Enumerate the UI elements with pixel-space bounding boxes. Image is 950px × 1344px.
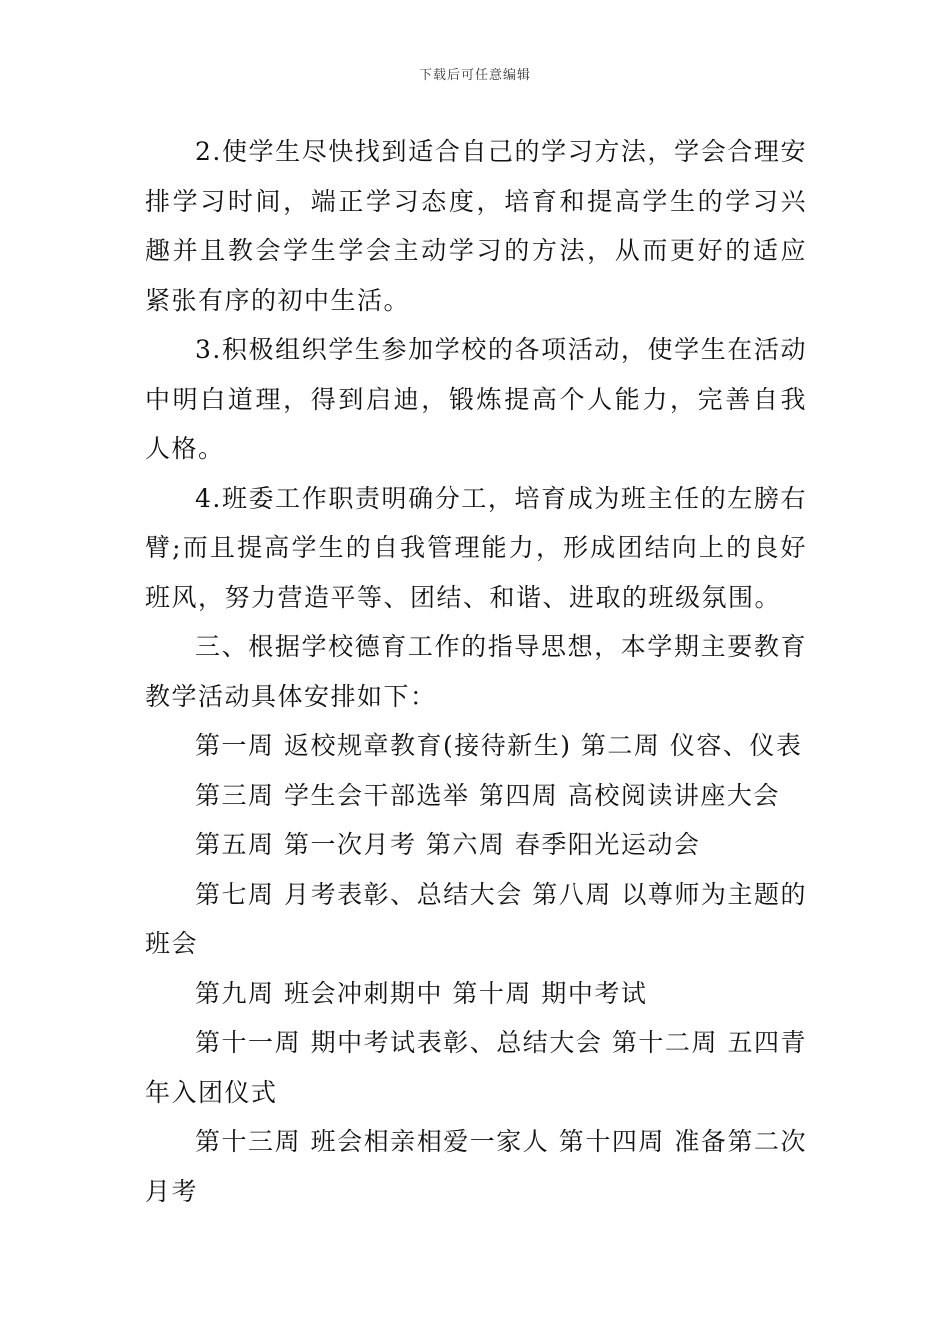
page-header-note: 下载后可任意编辑 (418, 68, 531, 83)
paragraph-goal-2: 2.使学生尽快找到适合自己的学习方法，学会合理安排学习时间，端正学习态度，培育和提高学生的学习兴趣并且教会学生学会主动学习的方法，从而更好的适应紧张有序的初中生活。 (145, 137, 807, 315)
schedule-week-11-12: 第十一周 期中考试表彰、总结大会 第十二周 五四青年入团仪式 (145, 1028, 807, 1107)
schedule-week-3-4: 第三周 学生会干部选举 第四周 高校阅读讲座大会 (195, 780, 780, 810)
paragraph-goal-3: 3.积极组织学生参加学校的各项活动，使学生在活动中明白道理，得到启迪，锻炼提高个人能力，完善自我人格。 (145, 335, 807, 463)
document-body (145, 127, 807, 1216)
paragraph-goal-4: 4.班委工作职责明确分工，培育成为班主任的左膀右臂;而且提高学生的自我管理能力，形成团结向上的良好班风，努力营造平等、团结、和谐、进取的班级氛围。 (145, 483, 807, 612)
section-heading-schedule: 三、根据学校德育工作的指导思想，本学期主要教育教学活动具体安排如下： (145, 632, 807, 711)
schedule-week-5-6: 第五周 第一次月考 第六周 春季阳光运动会 (195, 830, 701, 859)
schedule-week-9-10: 第九周 班会冲刺期中 第十周 期中考试 (195, 978, 648, 1008)
schedule-week-13-14: 第十三周 班会相亲相爱一家人 第十四周 准备第二次月考 (145, 1127, 807, 1206)
schedule-week-7-8: 第七周 月考表彰、总结大会 第八周 以尊师为主题的班会 (145, 879, 807, 958)
schedule-week-1-2: 第一周 返校规章教育(接待新生) 第二周 仪容、仪表 (195, 731, 803, 760)
